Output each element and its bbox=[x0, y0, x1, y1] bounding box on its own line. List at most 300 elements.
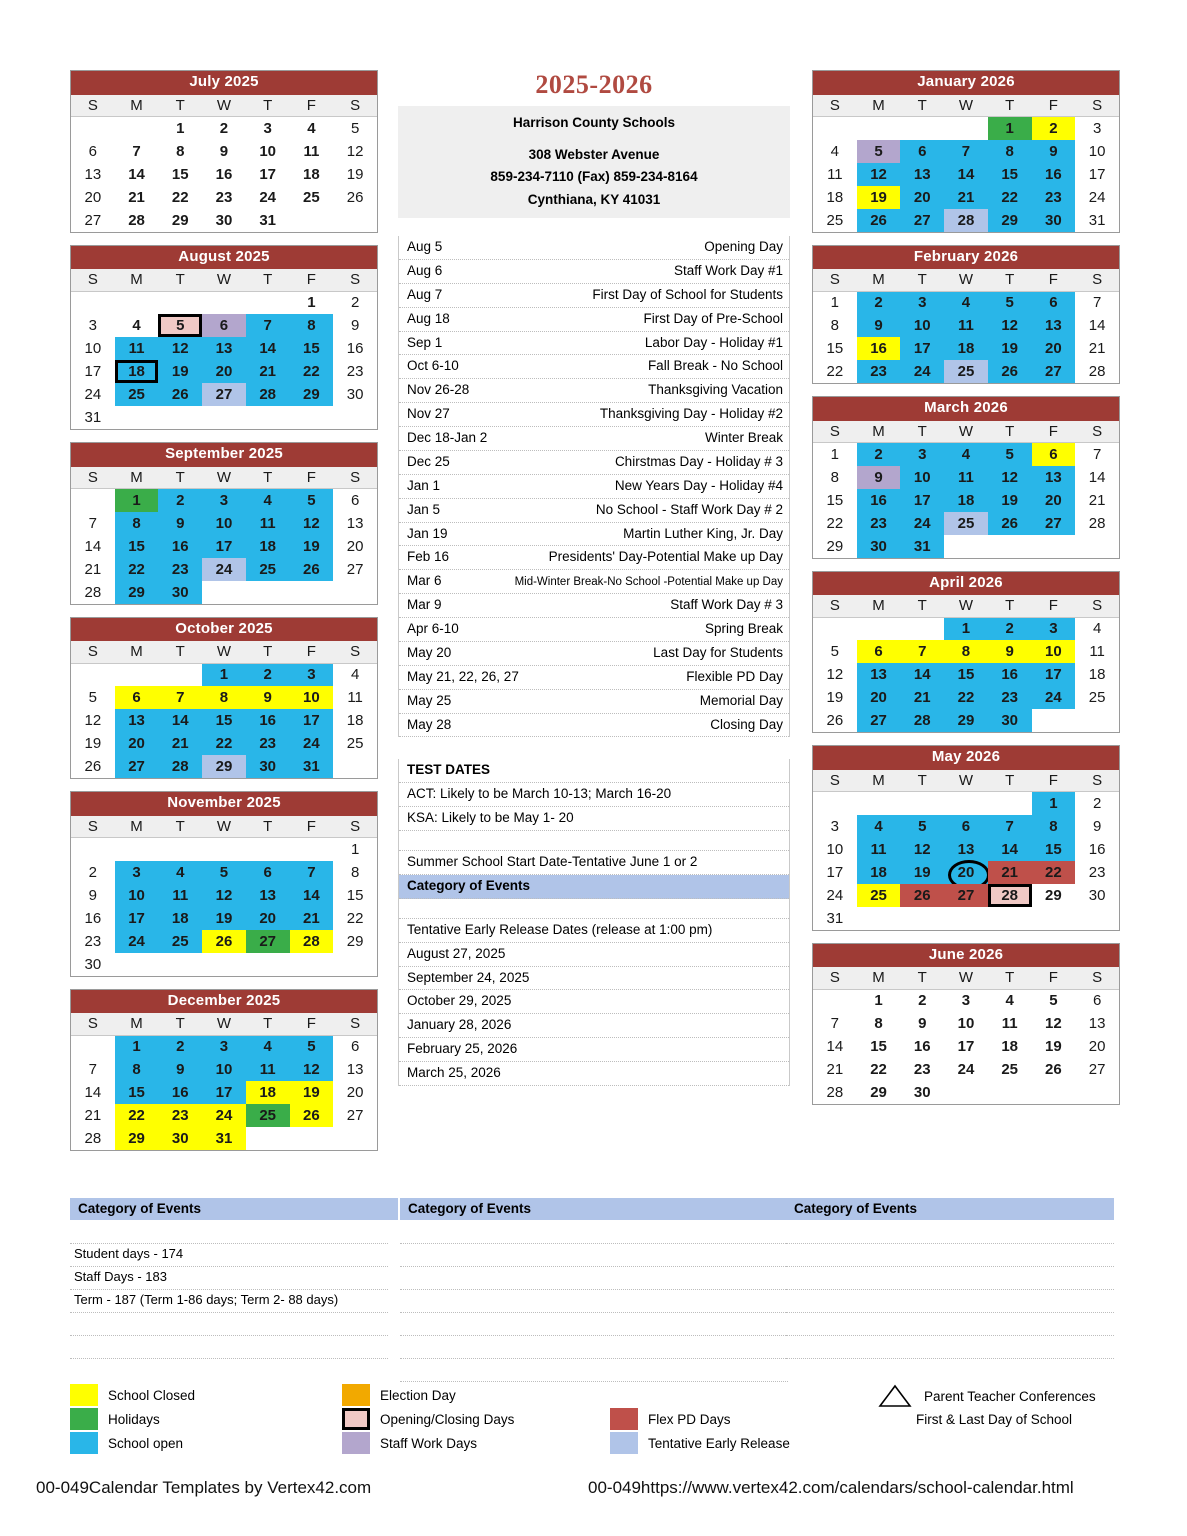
day-cell[interactable]: 26 bbox=[900, 884, 944, 907]
day-cell[interactable]: 11 bbox=[1001, 1015, 1018, 1032]
day-cell[interactable]: 15 bbox=[115, 1081, 159, 1104]
day-cell[interactable]: 27 bbox=[900, 209, 944, 232]
day-cell[interactable]: 21 bbox=[84, 560, 102, 578]
day-cell[interactable]: 26 bbox=[84, 758, 102, 775]
day-cell[interactable]: 13 bbox=[900, 163, 944, 186]
day-cell[interactable]: 8 bbox=[988, 140, 1032, 163]
day-cell[interactable]: 18 bbox=[857, 861, 901, 884]
day-cell[interactable]: 12 bbox=[202, 884, 246, 907]
day-cell[interactable]: 13 bbox=[1032, 466, 1076, 489]
day-cell[interactable]: 7 bbox=[944, 140, 988, 163]
day-cell[interactable]: 22 bbox=[870, 1061, 887, 1078]
day-cell[interactable]: 24 bbox=[957, 1061, 975, 1078]
day-cell[interactable]: 30 bbox=[857, 535, 901, 558]
day-cell[interactable]: 17 bbox=[900, 489, 944, 512]
day-cell[interactable]: 1 bbox=[830, 445, 840, 463]
day-cell[interactable]: 21 bbox=[1088, 491, 1106, 509]
day-cell[interactable]: 24 bbox=[115, 930, 159, 953]
day-cell[interactable]: 11 bbox=[827, 165, 843, 183]
day-cell[interactable]: 24 bbox=[202, 558, 246, 581]
day-cell[interactable]: 26 bbox=[826, 712, 844, 729]
day-cell[interactable]: 17 bbox=[202, 535, 246, 558]
day-cell[interactable]: 1 bbox=[988, 117, 1032, 140]
day-cell[interactable]: 27 bbox=[202, 383, 246, 406]
day-cell[interactable]: 10 bbox=[202, 512, 246, 535]
day-cell[interactable]: 26 bbox=[857, 209, 901, 232]
day-cell[interactable]: 25 bbox=[857, 884, 901, 907]
day-cell[interactable]: 3 bbox=[88, 317, 98, 334]
day-cell[interactable]: 5 bbox=[290, 1035, 334, 1058]
day-cell[interactable]: 14 bbox=[84, 537, 102, 555]
day-cell[interactable]: 16 bbox=[346, 340, 364, 357]
day-cell[interactable]: 18 bbox=[246, 1081, 290, 1104]
day-cell[interactable]: 3 bbox=[830, 817, 840, 835]
day-cell[interactable]: 7 bbox=[1092, 445, 1102, 463]
day-cell[interactable]: 16 bbox=[988, 663, 1032, 686]
day-cell[interactable]: 6 bbox=[1092, 992, 1102, 1010]
day-cell[interactable]: 9 bbox=[246, 686, 290, 709]
day-cell[interactable]: 13 bbox=[1088, 1015, 1106, 1032]
day-cell[interactable]: 6 bbox=[350, 1038, 360, 1056]
day-cell[interactable]: 28 bbox=[900, 709, 944, 732]
day-cell[interactable]: 2 bbox=[246, 663, 290, 686]
day-cell[interactable]: 21 bbox=[84, 1107, 102, 1124]
day-cell[interactable]: 31 bbox=[259, 211, 276, 229]
day-cell[interactable]: 22 bbox=[988, 186, 1032, 209]
day-cell[interactable]: 31 bbox=[84, 409, 102, 426]
day-cell[interactable]: 1 bbox=[202, 663, 246, 686]
day-cell[interactable]: 17 bbox=[1088, 165, 1106, 183]
day-cell[interactable]: 6 bbox=[1032, 291, 1076, 314]
day-cell[interactable]: 19 bbox=[1045, 1038, 1062, 1055]
day-cell[interactable]: 7 bbox=[988, 815, 1032, 838]
day-cell[interactable]: 22 bbox=[290, 360, 334, 383]
day-cell[interactable]: 6 bbox=[350, 491, 360, 509]
day-cell[interactable]: 21 bbox=[158, 732, 202, 755]
day-cell[interactable]: 21 bbox=[246, 360, 290, 383]
day-cell[interactable]: 29 bbox=[870, 1084, 887, 1101]
day-cell[interactable]: 21 bbox=[988, 861, 1032, 884]
day-cell[interactable]: 20 bbox=[1032, 489, 1076, 512]
day-cell[interactable]: 12 bbox=[290, 512, 334, 535]
day-cell[interactable]: 25 bbox=[115, 383, 159, 406]
day-cell[interactable]: 24 bbox=[290, 732, 334, 755]
day-cell[interactable]: 30 bbox=[1032, 209, 1076, 232]
day-cell[interactable]: 17 bbox=[259, 165, 276, 183]
day-cell[interactable]: 31 bbox=[1088, 211, 1106, 229]
day-cell[interactable]: 11 bbox=[944, 314, 988, 337]
day-cell[interactable]: 1 bbox=[944, 617, 988, 640]
day-cell[interactable]: 12 bbox=[857, 163, 901, 186]
day-cell[interactable]: 7 bbox=[1092, 294, 1102, 312]
day-cell[interactable]: 24 bbox=[84, 386, 102, 403]
day-cell[interactable]: 11 bbox=[246, 1058, 290, 1081]
day-cell[interactable]: 10 bbox=[115, 884, 159, 907]
day-cell[interactable]: 1 bbox=[1032, 792, 1076, 815]
day-cell[interactable]: 7 bbox=[246, 314, 290, 337]
day-cell[interactable]: 13 bbox=[944, 838, 988, 861]
day-cell[interactable]: 2 bbox=[857, 291, 901, 314]
day-cell[interactable]: 18 bbox=[115, 360, 159, 383]
day-cell[interactable]: 31 bbox=[290, 755, 334, 778]
day-cell[interactable]: 28 bbox=[1088, 363, 1106, 380]
day-cell[interactable]: 19 bbox=[857, 186, 901, 209]
day-cell[interactable]: 23 bbox=[158, 1104, 202, 1127]
day-cell[interactable]: 22 bbox=[115, 558, 159, 581]
day-cell[interactable]: 11 bbox=[303, 142, 320, 160]
day-cell[interactable]: 9 bbox=[857, 466, 901, 489]
day-cell[interactable]: 20 bbox=[857, 686, 901, 709]
day-cell[interactable]: 18 bbox=[1001, 1038, 1018, 1055]
day-cell[interactable]: 25 bbox=[346, 735, 364, 752]
day-cell[interactable]: 16 bbox=[857, 489, 901, 512]
day-cell[interactable]: 29 bbox=[171, 211, 189, 229]
day-cell[interactable]: 7 bbox=[132, 142, 141, 160]
day-cell[interactable]: 10 bbox=[900, 466, 944, 489]
day-cell[interactable]: 9 bbox=[88, 886, 98, 904]
day-cell[interactable]: 7 bbox=[290, 861, 334, 884]
day-cell[interactable]: 15 bbox=[870, 1038, 887, 1055]
day-cell[interactable]: 3 bbox=[202, 489, 246, 512]
day-cell[interactable]: 5 bbox=[830, 643, 840, 660]
day-cell[interactable]: 18 bbox=[1088, 666, 1106, 683]
day-cell[interactable]: 9 bbox=[350, 317, 360, 334]
day-cell[interactable]: 26 bbox=[290, 558, 334, 581]
day-cell[interactable]: 4 bbox=[246, 489, 290, 512]
day-cell[interactable]: 31 bbox=[826, 909, 844, 927]
day-cell[interactable]: 16 bbox=[246, 709, 290, 732]
day-cell[interactable]: 29 bbox=[202, 755, 246, 778]
day-cell[interactable]: 6 bbox=[857, 640, 901, 663]
day-cell[interactable]: 8 bbox=[874, 1015, 883, 1032]
day-cell[interactable]: 27 bbox=[115, 755, 159, 778]
day-cell[interactable]: 30 bbox=[158, 581, 202, 604]
day-cell[interactable]: 28 bbox=[826, 1084, 844, 1101]
day-cell[interactable]: 17 bbox=[115, 907, 159, 930]
day-cell[interactable]: 7 bbox=[88, 1061, 98, 1078]
day-cell[interactable]: 24 bbox=[202, 1104, 246, 1127]
day-cell[interactable]: 9 bbox=[857, 314, 901, 337]
day-cell[interactable]: 24 bbox=[1088, 188, 1106, 206]
day-cell[interactable]: 8 bbox=[830, 468, 840, 486]
day-cell[interactable]: 3 bbox=[961, 992, 971, 1010]
day-cell[interactable]: 4 bbox=[307, 119, 316, 137]
day-cell[interactable]: 13 bbox=[202, 337, 246, 360]
day-cell[interactable]: 19 bbox=[290, 535, 334, 558]
day-cell[interactable]: 15 bbox=[826, 491, 844, 509]
day-cell[interactable]: 17 bbox=[290, 709, 334, 732]
day-cell[interactable]: 20 bbox=[202, 360, 246, 383]
day-cell[interactable]: 29 bbox=[290, 383, 334, 406]
day-cell[interactable]: 5 bbox=[158, 314, 202, 337]
day-cell[interactable]: 26 bbox=[290, 1104, 334, 1127]
day-cell[interactable]: 25 bbox=[246, 558, 290, 581]
day-cell[interactable]: 20 bbox=[115, 732, 159, 755]
day-cell[interactable]: 4 bbox=[158, 861, 202, 884]
day-cell[interactable]: 30 bbox=[215, 211, 233, 229]
day-cell[interactable]: 10 bbox=[1032, 640, 1076, 663]
day-cell[interactable]: 3 bbox=[900, 291, 944, 314]
day-cell[interactable]: 1 bbox=[874, 992, 883, 1010]
day-cell[interactable]: 2 bbox=[350, 294, 360, 312]
day-cell[interactable]: 30 bbox=[913, 1084, 931, 1101]
day-cell[interactable]: 26 bbox=[346, 188, 364, 206]
day-cell[interactable]: 8 bbox=[944, 640, 988, 663]
day-cell[interactable]: 13 bbox=[1032, 314, 1076, 337]
day-cell[interactable]: 24 bbox=[259, 188, 276, 206]
day-cell[interactable]: 6 bbox=[246, 861, 290, 884]
day-cell[interactable]: 23 bbox=[857, 360, 901, 383]
day-cell[interactable]: 25 bbox=[246, 1104, 290, 1127]
day-cell[interactable]: 22 bbox=[346, 909, 364, 927]
day-cell[interactable]: 28 bbox=[1088, 514, 1106, 532]
day-cell[interactable]: 7 bbox=[900, 640, 944, 663]
day-cell[interactable]: 4 bbox=[857, 815, 901, 838]
day-cell[interactable]: 27 bbox=[1032, 512, 1076, 535]
day-cell[interactable]: 18 bbox=[303, 165, 320, 183]
day-cell[interactable]: 23 bbox=[246, 732, 290, 755]
day-cell[interactable]: 14 bbox=[988, 838, 1032, 861]
day-cell[interactable]: 17 bbox=[826, 863, 844, 881]
day-cell[interactable]: 10 bbox=[259, 142, 276, 160]
day-cell[interactable]: 8 bbox=[1032, 815, 1076, 838]
day-cell[interactable]: 3 bbox=[900, 443, 944, 466]
day-cell[interactable]: 13 bbox=[115, 709, 159, 732]
day-cell[interactable]: 19 bbox=[346, 165, 364, 183]
day-cell[interactable]: 25 bbox=[1088, 689, 1106, 706]
day-cell[interactable]: 18 bbox=[944, 337, 988, 360]
day-cell[interactable]: 6 bbox=[900, 140, 944, 163]
day-cell[interactable]: 10 bbox=[900, 314, 944, 337]
day-cell[interactable]: 4 bbox=[830, 142, 840, 160]
day-cell[interactable]: 2 bbox=[1032, 117, 1076, 140]
day-cell[interactable]: 6 bbox=[1032, 443, 1076, 466]
day-cell[interactable]: 4 bbox=[1005, 992, 1014, 1010]
day-cell[interactable]: 5 bbox=[988, 443, 1032, 466]
day-cell[interactable]: 11 bbox=[1089, 643, 1105, 660]
day-cell[interactable]: 14 bbox=[128, 165, 145, 183]
day-cell[interactable]: 17 bbox=[900, 337, 944, 360]
day-cell[interactable]: 30 bbox=[988, 709, 1032, 732]
day-cell[interactable]: 24 bbox=[900, 360, 944, 383]
day-cell[interactable]: 27 bbox=[346, 1107, 364, 1124]
day-cell[interactable]: 13 bbox=[346, 1061, 364, 1078]
day-cell[interactable]: 25 bbox=[944, 512, 988, 535]
day-cell[interactable]: 5 bbox=[988, 291, 1032, 314]
day-cell[interactable]: 29 bbox=[988, 209, 1032, 232]
day-cell[interactable]: 28 bbox=[84, 583, 102, 601]
day-cell[interactable]: 27 bbox=[246, 930, 290, 953]
day-cell[interactable]: 1 bbox=[830, 294, 840, 312]
day-cell[interactable]: 12 bbox=[826, 666, 844, 683]
day-cell[interactable]: 21 bbox=[128, 188, 145, 206]
day-cell[interactable]: 28 bbox=[128, 211, 145, 229]
day-cell[interactable]: 1 bbox=[115, 1035, 159, 1058]
day-cell[interactable]: 13 bbox=[246, 884, 290, 907]
day-cell[interactable]: 1 bbox=[115, 489, 159, 512]
day-cell[interactable]: 28 bbox=[84, 1130, 102, 1147]
day-cell[interactable]: 2 bbox=[857, 443, 901, 466]
day-cell[interactable]: 12 bbox=[1045, 1015, 1062, 1032]
day-cell[interactable]: 5 bbox=[202, 861, 246, 884]
day-cell[interactable]: 8 bbox=[115, 1058, 159, 1081]
day-cell[interactable]: 11 bbox=[115, 337, 159, 360]
day-cell[interactable]: 16 bbox=[158, 1081, 202, 1104]
day-cell[interactable]: 8 bbox=[290, 314, 334, 337]
day-cell[interactable]: 1 bbox=[176, 119, 185, 137]
day-cell[interactable]: 8 bbox=[830, 317, 840, 334]
day-cell[interactable]: 17 bbox=[84, 363, 102, 380]
day-cell[interactable]: 2 bbox=[988, 617, 1032, 640]
day-cell[interactable]: 2 bbox=[1092, 794, 1102, 812]
day-cell[interactable]: 25 bbox=[1001, 1061, 1018, 1078]
day-cell[interactable]: 28 bbox=[158, 755, 202, 778]
day-cell[interactable]: 14 bbox=[246, 337, 290, 360]
day-cell[interactable]: 23 bbox=[215, 188, 233, 206]
day-cell[interactable]: 4 bbox=[1092, 620, 1102, 638]
day-cell[interactable]: 15 bbox=[346, 886, 364, 904]
day-cell[interactable]: 23 bbox=[988, 686, 1032, 709]
day-cell[interactable]: 5 bbox=[350, 119, 360, 137]
day-cell[interactable]: 4 bbox=[350, 666, 360, 684]
day-cell[interactable]: 19 bbox=[290, 1081, 334, 1104]
day-cell[interactable]: 12 bbox=[290, 1058, 334, 1081]
day-cell[interactable]: 1 bbox=[350, 840, 360, 858]
day-cell[interactable]: 28 bbox=[246, 383, 290, 406]
day-cell[interactable]: 12 bbox=[84, 712, 102, 729]
day-cell[interactable]: 15 bbox=[944, 663, 988, 686]
day-cell[interactable]: 13 bbox=[857, 663, 901, 686]
day-cell[interactable]: 9 bbox=[219, 142, 229, 160]
day-cell[interactable]: 10 bbox=[826, 840, 844, 858]
day-cell[interactable]: 26 bbox=[988, 360, 1032, 383]
day-cell[interactable]: 3 bbox=[202, 1035, 246, 1058]
day-cell[interactable]: 29 bbox=[115, 581, 159, 604]
day-cell[interactable]: 5 bbox=[88, 689, 98, 706]
day-cell[interactable]: 24 bbox=[900, 512, 944, 535]
day-cell[interactable]: 14 bbox=[1088, 317, 1106, 334]
day-cell[interactable]: 19 bbox=[826, 689, 844, 706]
day-cell[interactable]: 27 bbox=[944, 884, 988, 907]
day-cell[interactable]: 18 bbox=[246, 535, 290, 558]
day-cell[interactable]: 28 bbox=[290, 930, 334, 953]
day-cell[interactable]: 13 bbox=[84, 165, 102, 183]
day-cell[interactable]: 27 bbox=[1032, 360, 1076, 383]
day-cell[interactable]: 4 bbox=[944, 291, 988, 314]
day-cell[interactable]: 30 bbox=[246, 755, 290, 778]
day-cell[interactable]: 20 bbox=[1032, 337, 1076, 360]
day-cell[interactable]: 20 bbox=[84, 188, 102, 206]
day-cell[interactable]: 18 bbox=[826, 188, 844, 206]
day-cell[interactable]: 10 bbox=[202, 1058, 246, 1081]
day-cell[interactable]: 8 bbox=[115, 512, 159, 535]
day-cell[interactable]: 20 bbox=[246, 907, 290, 930]
day-cell[interactable]: 7 bbox=[88, 514, 98, 532]
day-cell[interactable]: 2 bbox=[918, 992, 927, 1010]
day-cell[interactable]: 30 bbox=[158, 1127, 202, 1150]
day-cell[interactable]: 19 bbox=[84, 735, 102, 752]
day-cell[interactable]: 16 bbox=[215, 165, 233, 183]
day-cell[interactable]: 30 bbox=[346, 386, 364, 403]
day-cell[interactable]: 21 bbox=[900, 686, 944, 709]
day-cell[interactable]: 29 bbox=[115, 1127, 159, 1150]
day-cell[interactable]: 28 bbox=[944, 209, 988, 232]
day-cell[interactable]: 26 bbox=[988, 512, 1032, 535]
day-cell[interactable]: 24 bbox=[826, 886, 844, 904]
day-cell[interactable]: 21 bbox=[290, 907, 334, 930]
day-cell[interactable]: 14 bbox=[158, 709, 202, 732]
day-cell[interactable]: 22 bbox=[171, 188, 189, 206]
day-cell[interactable]: 15 bbox=[202, 709, 246, 732]
day-cell[interactable]: 31 bbox=[900, 535, 944, 558]
day-cell[interactable]: 19 bbox=[158, 360, 202, 383]
day-cell[interactable]: 16 bbox=[1032, 163, 1076, 186]
day-cell[interactable]: 20 bbox=[1088, 1038, 1106, 1055]
day-cell[interactable]: 14 bbox=[290, 884, 334, 907]
day-cell[interactable]: 4 bbox=[944, 443, 988, 466]
day-cell[interactable]: 9 bbox=[918, 1015, 927, 1032]
day-cell[interactable]: 23 bbox=[1032, 186, 1076, 209]
day-cell[interactable]: 14 bbox=[900, 663, 944, 686]
day-cell[interactable]: 12 bbox=[158, 337, 202, 360]
day-cell[interactable]: 29 bbox=[346, 932, 364, 950]
day-cell[interactable]: 15 bbox=[115, 535, 159, 558]
day-cell[interactable]: 23 bbox=[857, 512, 901, 535]
day-cell[interactable]: 15 bbox=[171, 165, 189, 183]
day-cell[interactable]: 25 bbox=[826, 211, 844, 229]
day-cell[interactable]: 25 bbox=[944, 360, 988, 383]
day-cell[interactable]: 14 bbox=[84, 1084, 102, 1101]
day-cell[interactable]: 27 bbox=[84, 211, 102, 229]
day-cell[interactable]: 14 bbox=[944, 163, 988, 186]
day-cell[interactable]: 16 bbox=[84, 909, 102, 927]
day-cell[interactable]: 30 bbox=[84, 955, 102, 973]
day-cell[interactable]: 8 bbox=[350, 863, 360, 881]
day-cell[interactable]: 10 bbox=[84, 340, 102, 357]
day-cell[interactable]: 12 bbox=[988, 314, 1032, 337]
day-cell[interactable]: 20 bbox=[900, 186, 944, 209]
day-cell[interactable]: 21 bbox=[1088, 340, 1106, 357]
day-cell[interactable]: 22 bbox=[826, 514, 844, 532]
day-cell[interactable]: 30 bbox=[1088, 886, 1106, 904]
day-cell[interactable]: 7 bbox=[158, 686, 202, 709]
day-cell[interactable]: 22 bbox=[944, 686, 988, 709]
day-cell[interactable]: 25 bbox=[303, 188, 320, 206]
day-cell[interactable]: 19 bbox=[988, 337, 1032, 360]
day-cell[interactable]: 27 bbox=[346, 560, 364, 578]
day-cell[interactable]: 15 bbox=[1032, 838, 1076, 861]
day-cell[interactable]: 11 bbox=[246, 512, 290, 535]
day-cell[interactable]: 3 bbox=[290, 663, 334, 686]
day-cell[interactable]: 24 bbox=[1032, 686, 1076, 709]
day-cell[interactable]: 14 bbox=[1088, 468, 1106, 486]
day-cell[interactable]: 11 bbox=[347, 689, 363, 706]
day-cell[interactable]: 15 bbox=[290, 337, 334, 360]
day-cell[interactable]: 8 bbox=[202, 686, 246, 709]
day-cell[interactable]: 14 bbox=[826, 1038, 844, 1055]
day-cell[interactable]: 23 bbox=[84, 932, 102, 950]
day-cell[interactable]: 23 bbox=[913, 1061, 931, 1078]
day-cell[interactable]: 22 bbox=[1032, 861, 1076, 884]
day-cell[interactable]: 3 bbox=[1092, 119, 1102, 137]
day-cell[interactable]: 9 bbox=[1032, 140, 1076, 163]
day-cell[interactable]: 26 bbox=[158, 383, 202, 406]
day-cell[interactable]: 10 bbox=[1088, 142, 1106, 160]
day-cell[interactable]: 6 bbox=[88, 142, 98, 160]
day-cell[interactable]: 20 bbox=[346, 1084, 364, 1101]
day-cell[interactable]: 11 bbox=[944, 466, 988, 489]
day-cell[interactable]: 3 bbox=[115, 861, 159, 884]
